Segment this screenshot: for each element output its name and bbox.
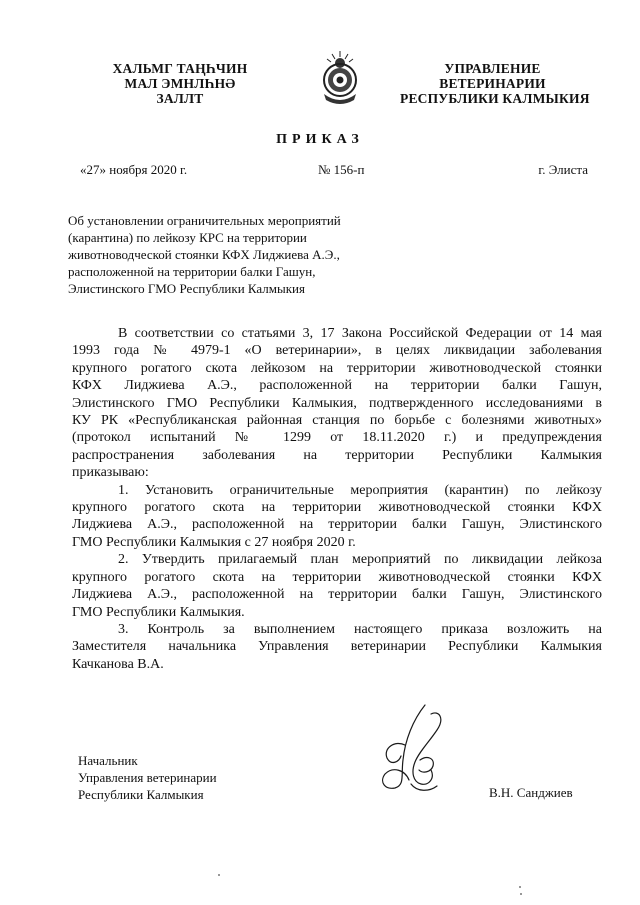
- item-1-line: ГМО Республики Калмыкия с 27 ноября 2020 г.: [72, 534, 356, 550]
- subject-line: животноводческой стоянки КФХ Лиджиева А.Э.,: [68, 247, 340, 262]
- order-body: [72, 325, 602, 673]
- header-left-line: ХАЛЬМГ ТАҢҺЧИН: [112, 61, 248, 76]
- scan-speck: [218, 874, 220, 876]
- item-2-line: ГМО Республики Калмыкия.: [72, 604, 245, 620]
- item-1-line: 1. Установить ограничительные мероприятия (карантин) по лейкозу: [118, 482, 602, 498]
- header-right-line: РЕСПУБЛИКИ КАЛМЫКИЯ: [400, 91, 590, 106]
- header-right-line: УПРАВЛЕНИЕ: [444, 61, 541, 76]
- order-city: г. Элиста: [538, 162, 588, 177]
- signer-position-line: Начальник: [78, 753, 138, 768]
- item-1-line: крупного рогатого скота на территории животноводческой стоянки КФХ: [72, 500, 602, 516]
- signer-position-line: Республики Калмыкия: [78, 787, 204, 802]
- handwritten-signature-icon: [365, 700, 465, 800]
- subject-line: Об установлении ограничительных мероприятий: [68, 213, 341, 228]
- body-line: КФХ Лиджиева А.Э., расположенной на территории балки Гашун,: [72, 378, 602, 394]
- order-subject: [68, 212, 341, 297]
- subject-line: расположенной на территории балки Гашун,: [68, 264, 316, 279]
- body-line: 1993 года № 4979-1 «О ветеринарии», в целях ликвидации заболевания: [72, 343, 602, 359]
- header-left-line: ЗАЛЛТ: [156, 91, 204, 106]
- item-1-line: Лиджиева А.Э., расположенной на территории балки Гашун, Элистинского: [72, 517, 602, 533]
- body-line: (протокол испытаний № 1299 от 18.11.2020 г.) и предупреждения: [72, 430, 602, 446]
- document-title: ПРИКАЗ: [276, 132, 364, 147]
- order-date: «27» ноября 2020 г.: [80, 162, 188, 177]
- signer-position-line: Управления ветеринарии: [78, 770, 217, 785]
- header-left-line: МАЛ ЭМНЛҺНӘ: [124, 76, 236, 91]
- scan-speck: [519, 886, 521, 888]
- item-2-line: крупного рогатого скота на территории животноводческой стоянки КФХ: [72, 569, 602, 585]
- header-right-block: [400, 61, 590, 106]
- scan-speck: [520, 893, 522, 895]
- item-2-line: Лиджиева А.Э., расположенной на территории балки Гашун, Элистинского: [72, 587, 602, 603]
- subject-line: Элистинского ГМО Республики Калмыкия: [68, 281, 305, 296]
- header-left-block: [100, 61, 260, 106]
- item-3-line: Заместителя начальника Управления ветеринарии Республики Калмыкия: [72, 639, 602, 655]
- body-line: Элистинского ГМО Республики Калмыкия, подтвержденного исследованиями в: [72, 395, 602, 411]
- body-line: крупного рогатого скота лейкозом на территории животноводческой стоянки: [72, 360, 602, 376]
- body-line: КУ РК «Республиканская районная станция по борьбе с болезнями животных»: [72, 413, 602, 429]
- order-number: № 156-п: [318, 162, 365, 177]
- item-3-line: 3. Контроль за выполнением настоящего приказа возложить на: [118, 621, 602, 637]
- signer-name: В.Н. Санджиев: [489, 785, 573, 800]
- body-line: распространения заболевания на территории Республики Калмыкия: [72, 447, 602, 463]
- header-right-line: ВЕТЕРИНАРИИ: [439, 76, 546, 91]
- item-2-line: 2. Утвердить прилагаемый план мероприятий по ликвидации лейкоза: [118, 552, 602, 568]
- signer-position: [78, 752, 217, 803]
- subject-line: (карантина) по лейкозу КРС на территории: [68, 230, 307, 245]
- kalmykia-emblem-icon: [318, 48, 362, 106]
- body-line: приказываю:: [72, 465, 149, 481]
- body-line: В соответствии со статьями 3, 17 Закона Российской Федерации от 14 мая: [118, 326, 602, 341]
- item-3-line: Качканова В.А.: [72, 656, 164, 672]
